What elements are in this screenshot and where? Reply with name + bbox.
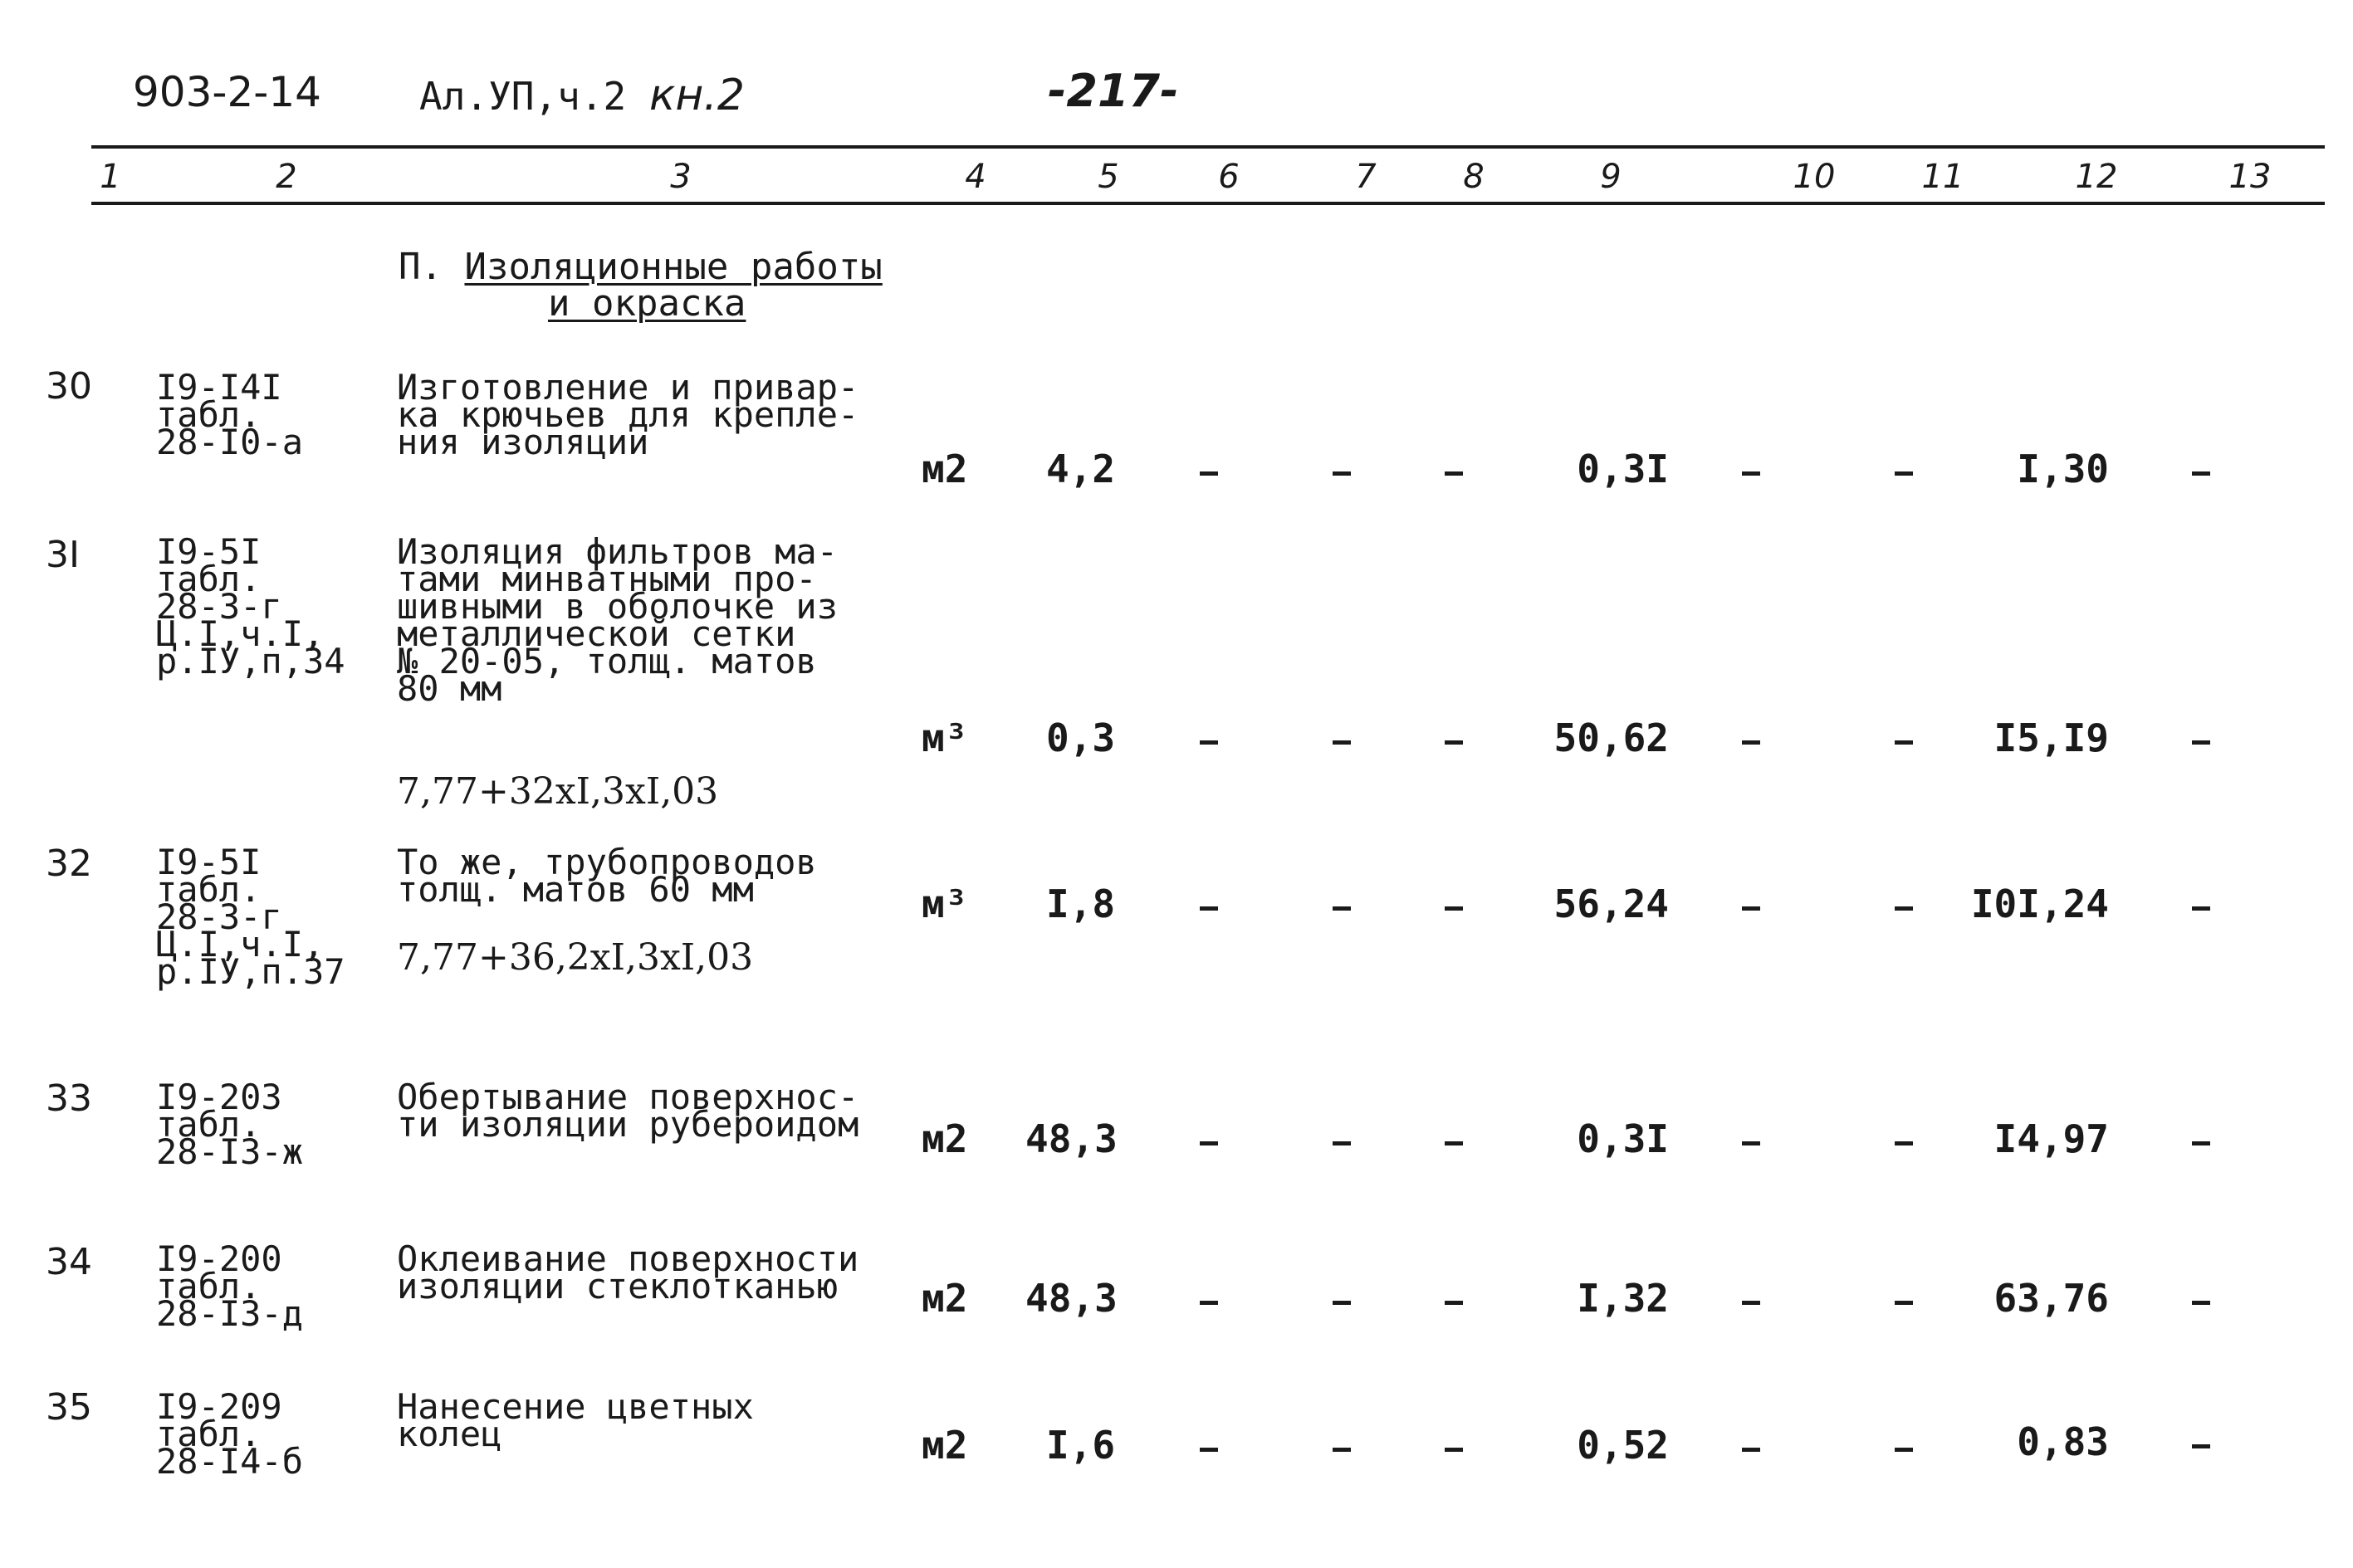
column-number: 3 (670, 158, 692, 196)
value-col12: I,30 (2017, 447, 2109, 491)
work-description: Изоляция фильтров ма- тами минватными про- шивными в оболочке из металлической сетки № 20-05, толщ. матов 80 мм (397, 531, 839, 709)
dash-col13 (2192, 1141, 2210, 1145)
value-col12: 63,76 (1993, 1276, 2109, 1321)
dash-col6 (1200, 1141, 1218, 1145)
dash-col7 (1333, 1301, 1351, 1305)
top-rule (91, 145, 2325, 149)
quantity: 4,2 (1046, 447, 1116, 491)
dash-col8 (1445, 1448, 1463, 1452)
dash-col8 (1445, 1141, 1463, 1145)
section-number: П. (399, 246, 443, 288)
row-number: 3I (46, 534, 80, 576)
unit-of-measure: м2 (922, 1276, 968, 1321)
row-number: 35 (46, 1386, 92, 1429)
dash-col10 (1742, 1301, 1760, 1305)
dash-col6 (1200, 1301, 1218, 1305)
column-number: 10 (1793, 158, 1836, 196)
dash-col6 (1200, 471, 1218, 476)
quantity: 48,3 (1025, 1116, 1118, 1161)
value-col9: I,32 (1577, 1276, 1669, 1321)
column-number: 5 (1098, 158, 1119, 196)
dash-col11 (1895, 906, 1913, 911)
row-number: 33 (46, 1077, 92, 1120)
dash-col13 (2192, 906, 2210, 911)
dash-col7 (1333, 471, 1351, 476)
column-number: 4 (965, 158, 986, 196)
work-description: Нанесение цветных колец (397, 1386, 754, 1454)
unit-of-measure: м2 (922, 1116, 968, 1161)
dash-col11 (1895, 740, 1913, 745)
unit-of-measure: м2 (922, 447, 968, 491)
dash-col13 (2192, 471, 2210, 476)
value-col9: 56,24 (1553, 882, 1669, 926)
calculation-formula: 7,77+36,2хI,3хI,03 (397, 936, 754, 979)
quantity: I,8 (1046, 882, 1116, 926)
dash-col11 (1895, 1301, 1913, 1305)
column-header-rule (91, 202, 2325, 205)
column-number: 9 (1600, 158, 1622, 196)
dash-col11 (1895, 1141, 1913, 1145)
dash-col10 (1742, 1448, 1760, 1452)
section-title-line2: и окраска (548, 282, 746, 325)
norm-reference: I9-5I табл. 28-3-г Ц.I,ч.I, р.IУ,п.37 (156, 842, 345, 992)
quantity: 48,3 (1025, 1276, 1118, 1321)
unit-of-measure: м2 (922, 1423, 968, 1468)
norm-reference: I9-203 табл. 28-I3-ж (156, 1077, 304, 1172)
column-number: 13 (2228, 158, 2272, 196)
unit-of-measure: м³ (922, 882, 968, 926)
document-code: 903-2-14 (133, 68, 321, 116)
calculation-formula: 7,77+32хI,3хI,03 (397, 770, 719, 813)
column-number: 1 (100, 158, 121, 196)
column-number: 8 (1463, 158, 1485, 196)
dash-col8 (1445, 740, 1463, 745)
section-title (399, 246, 883, 325)
value-col12: I5,I9 (1993, 716, 2109, 760)
dash-col7 (1333, 906, 1351, 911)
norm-reference: I9-I4I табл. 28-I0-а (156, 367, 304, 462)
column-number: 2 (276, 158, 297, 196)
album-label: Ал.УП,ч.2 (419, 74, 627, 119)
section-title-line1: Изоляционные работы (464, 246, 883, 288)
row-number: 32 (46, 843, 92, 885)
dash-col10 (1742, 1141, 1760, 1145)
norm-reference: I9-5I табл. 28-3-г Ц.I,ч.I, р.IУ,п,34 (156, 531, 345, 681)
dash-col7 (1333, 740, 1351, 745)
row-number: 34 (46, 1241, 92, 1283)
dash-col11 (1895, 471, 1913, 476)
dash-col13 (2192, 1444, 2210, 1448)
dash-col11 (1895, 1448, 1913, 1452)
dash-col10 (1742, 740, 1760, 745)
row-number: 30 (46, 365, 92, 408)
quantity: I,6 (1046, 1423, 1116, 1468)
quantity: 0,3 (1046, 716, 1116, 760)
value-col9: 0,3I (1577, 1116, 1669, 1161)
value-col9: 50,62 (1553, 716, 1669, 760)
dash-col7 (1333, 1141, 1351, 1145)
value-col9: 0,3I (1577, 447, 1669, 491)
norm-reference: I9-200 табл. 28-I3-д (156, 1238, 304, 1334)
dash-col8 (1445, 906, 1463, 911)
dash-col10 (1742, 471, 1760, 476)
value-col12: 0,83 (2017, 1419, 2109, 1464)
work-description: Оклеивание поверхности изоляции стеклотканью (397, 1238, 859, 1307)
dash-col6 (1200, 906, 1218, 911)
album-book-handwritten: кн.2 (648, 71, 745, 120)
dash-col6 (1200, 1448, 1218, 1452)
work-description: То же, трубопроводов толщ. матов 60 мм (397, 842, 817, 910)
work-description: Изготовление и привар- ка крючьев для крепле- ния изоляции (397, 367, 859, 462)
dash-col13 (2192, 1301, 2210, 1305)
unit-of-measure: м³ (922, 716, 968, 760)
page-number: -217- (1048, 65, 1179, 117)
column-number: 12 (2075, 158, 2118, 196)
album-reference (419, 71, 745, 120)
dash-col6 (1200, 740, 1218, 745)
dash-col8 (1445, 471, 1463, 476)
dash-col8 (1445, 1301, 1463, 1305)
column-number: 7 (1355, 158, 1377, 196)
column-number: 11 (1921, 158, 1964, 196)
norm-reference: I9-209 табл. 28-I4-б (156, 1386, 304, 1482)
dash-col7 (1333, 1448, 1351, 1452)
column-number: 6 (1218, 158, 1240, 196)
value-col12: I0I,24 (1970, 882, 2109, 926)
value-col9: 0,52 (1577, 1423, 1669, 1468)
dash-col10 (1742, 906, 1760, 911)
dash-col13 (2192, 740, 2210, 745)
value-col12: I4,97 (1993, 1116, 2109, 1161)
work-description: Обертывание поверхнос- ти изоляции рубероидом (397, 1077, 859, 1145)
